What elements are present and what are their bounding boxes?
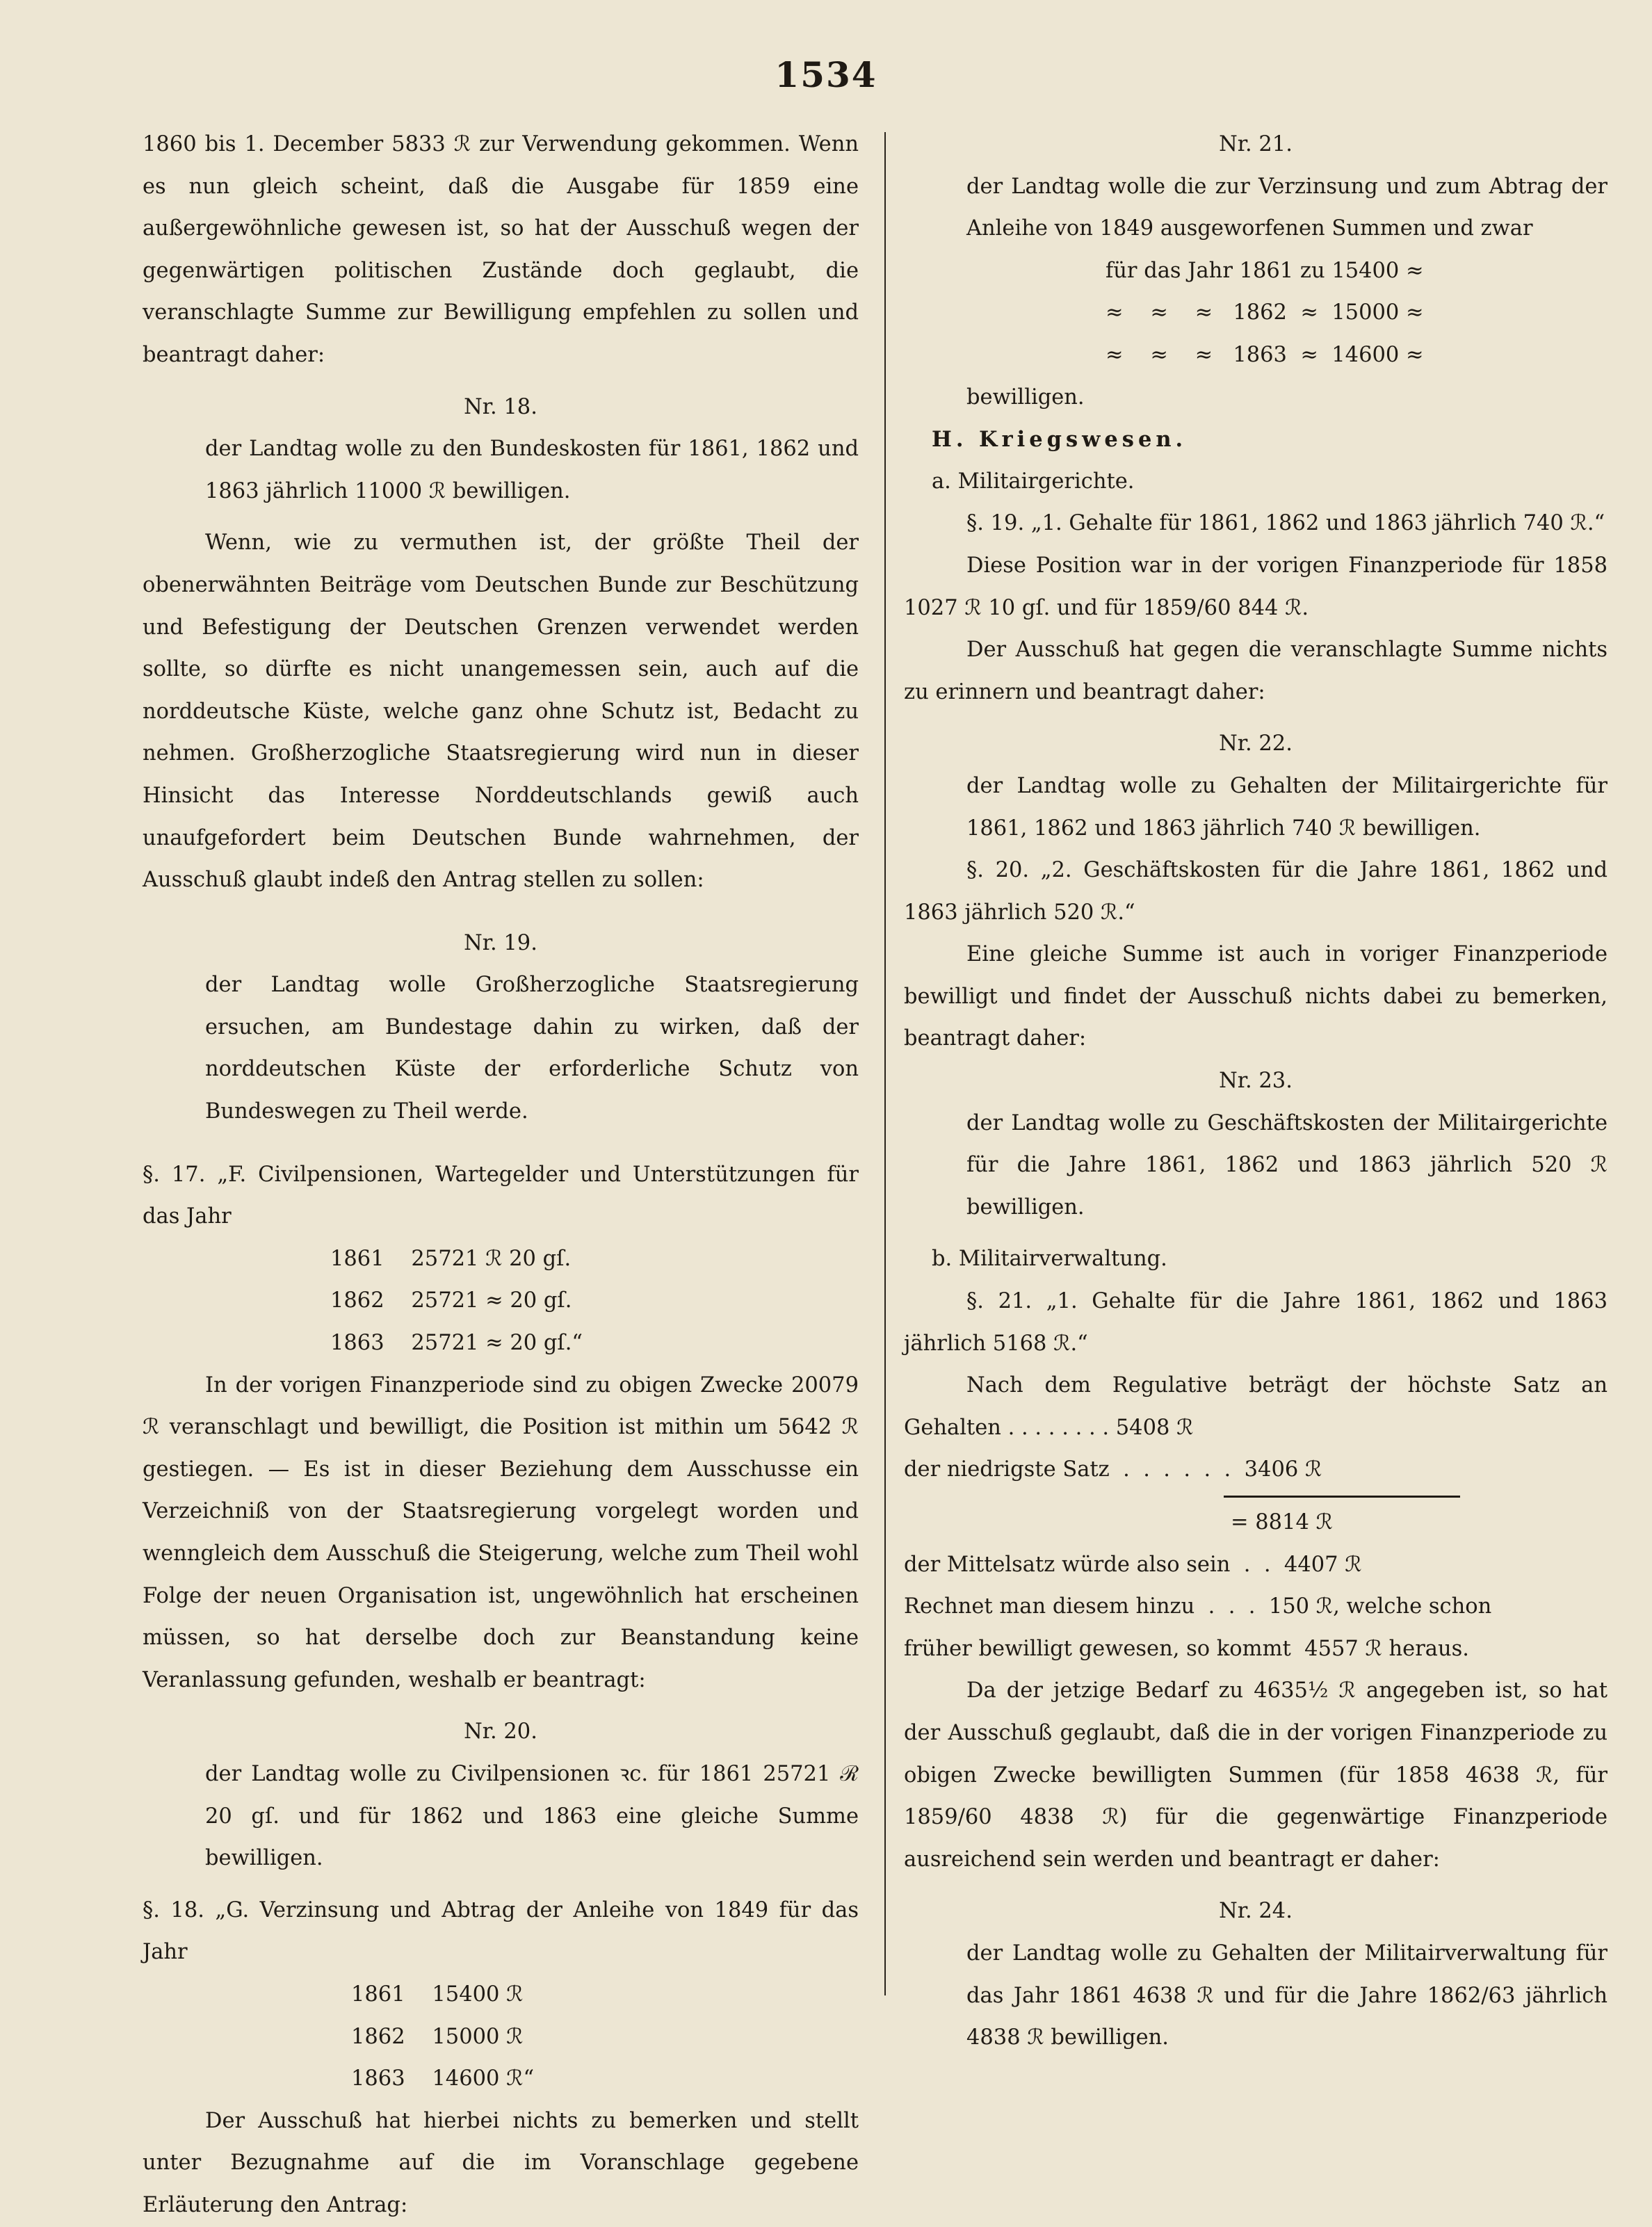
section-paragraph: §. 20. „2. Geschäftskosten für die Jahre 1861, 1862 und 1863 jährlich 520 ℛ.“ [904, 858, 1608, 925]
paragraph: Der Ausschuß hat hierbei nichts zu bemerken und stellt unter Bezugnahme auf die im Voranschlage gegebene Erläuterung den Antrag: [143, 2108, 859, 2217]
calc-row: früher bewilligt gewesen, so kommt 4557 ℛ heraus. [904, 1636, 1469, 1661]
table-row: 1861 15400 ℛ [351, 1982, 524, 2007]
section-paragraph: §. 19. „1. Gehalte für 1861, 1862 und 1863 jährlich 740 ℛ.“ [966, 511, 1605, 536]
calc-row: der Mittelsatz würde also sein . . 4407 ℛ [904, 1552, 1362, 1577]
table-row: 1862 25721 ≈ 20 gſ. [330, 1288, 572, 1313]
calc-row: der niedrigste Satz . . . . . . 3406 ℛ [904, 1457, 1322, 1482]
motion-text: der Landtag wolle zu Civilpensionen ꝛc. für 1861 25721 ℛ 20 gſ. und für 1862 und 1863 eine gleiche Summe bewilligen. [205, 1761, 859, 1871]
motion-text: der Landtag wolle Großherzogliche Staatsregierung ersuchen, am Bundestage dahin zu wirken, daß der norddeutschen Küste der erforderliche Schutz von Bundeswegen zu Theil werde. [205, 973, 859, 1124]
paragraph: 1860 bis 1. December 5833 ℛ zur Verwendung gekommen. Wenn es nun gleich scheint, daß die Ausgabe für 1859 eine außergewöhnliche gewesen ist, so hat der Ausschuß wegen der gegenwärtigen politischen Zustände doch geglaubt, die veranschlagte Summe zur Bewilligung empfehlen zu sollen und beantragt daher: [143, 132, 859, 367]
section-paragraph: §. 17. „F. Civilpensionen, Wartegelder und Unterstützungen für das Jahr [143, 1162, 859, 1229]
motion-number: Nr. 24. [1219, 1899, 1293, 1924]
motion-number: Nr. 18. [464, 394, 537, 419]
calc-row: = 8814 ℛ [1231, 1510, 1333, 1534]
motion-text: der Landtag wolle die zur Verzinsung und zum Abtrag der Anleihe von 1849 ausgeworfenen Summen und zwar [966, 174, 1608, 241]
motion-number: Nr. 20. [464, 1719, 537, 1744]
sum-rule [1224, 1496, 1460, 1498]
table-row: 1863 25721 ≈ 20 gſ.“ [330, 1331, 583, 1356]
column-divider [884, 132, 886, 1995]
paragraph: Nach dem Regulative beträgt der höchste Satz an Gehalten . . . . . . . . 5408 ℛ [904, 1373, 1608, 1440]
page-number: 1534 [775, 54, 877, 95]
left-column [143, 124, 859, 2227]
right-column [904, 124, 1608, 2059]
motion-text: der Landtag wolle zu Geschäftskosten der Militairgerichte für die Jahre 1861, 1862 und 1863 jährlich 520 ℛ bewilligen. [966, 1110, 1608, 1220]
paragraph: Da der jetzige Bedarf zu 4635½ ℛ angegeben ist, so hat der Ausschuß geglaubt, daß die in der vorigen Finanzperiode zu obigen Zwecke bewilligten Summen (für 1858 4638 ℛ, für 1859/60 4838 ℛ) für die gegenwärtige Finanzperiode ausreichend sein werden und beantragt er daher: [904, 1678, 1608, 1872]
motion-text: bewilligen. [966, 384, 1085, 410]
motion-text: der Landtag wolle zu Gehalten der Militairgerichte für 1861, 1862 und 1863 jährlich 740 ℛ bewilligen. [966, 773, 1608, 841]
table-row: ≈ ≈ ≈ 1862 ≈ 15000 ≈ [1106, 300, 1424, 325]
table-row: für das Jahr 1861 zu 15400 ≈ [1106, 258, 1424, 283]
section-heading: H. Kriegswesen. [932, 427, 1188, 453]
subsection-heading: a. Militairgerichte. [932, 469, 1135, 494]
paragraph: Der Ausschuß hat gegen die veranschlagte Summe nichts zu erinnern und beantragt daher: [904, 638, 1608, 704]
section-paragraph: §. 21. „1. Gehalte für die Jahre 1861, 1862 und 1863 jährlich 5168 ℛ.“ [904, 1289, 1608, 1356]
motion-text: der Landtag wolle zu Gehalten der Militairverwaltung für das Jahr 1861 4638 ℛ und für die Jahre 1862/63 jährlich 4838 ℛ bewilligen. [966, 1941, 1608, 2050]
table-row: 1861 25721 ℛ 20 gſ. [330, 1246, 572, 1271]
paragraph: Diese Position war in der vorigen Finanzperiode für 1858 1027 ℛ 10 gſ. und für 1859/60 844 ℛ. [904, 553, 1608, 620]
motion-number: Nr. 23. [1219, 1069, 1293, 1094]
paragraph: In der vorigen Finanzperiode sind zu obigen Zwecke 20079 ℛ veranschlagt und bewilligt, die Position ist mithin um 5642 ℛ gestiegen. — Es ist in dieser Beziehung dem Ausschusse ein Verzeichniß von der Staatsregierung vorgelegt worden und wenngleich dem Ausschuß die Steigerung, welche zum Theil wohl Folge der neuen Organisation ist, ungewöhnlich hat erscheinen müssen, so hat derselbe doch zur Beanstandung keine Veranlassung gefunden, weshalb er beantragt: [143, 1372, 859, 1692]
motion-number: Nr. 22. [1219, 731, 1293, 756]
motion-number: Nr. 21. [1219, 132, 1293, 156]
table-row: ≈ ≈ ≈ 1863 ≈ 14600 ≈ [1106, 342, 1424, 367]
calc-row: Rechnet man diesem hinzu . . . 150 ℛ, welche schon [904, 1594, 1492, 1619]
motion-number: Nr. 19. [464, 930, 537, 955]
paragraph: Eine gleiche Summe ist auch in voriger Finanzperiode bewilligt und findet der Ausschuß nichts dabei zu bemerken, beantragt daher: [904, 942, 1608, 1051]
paragraph: Wenn, wie zu vermuthen ist, der größte Theil der obenerwähnten Beiträge vom Deutschen Bunde zur Beschützung und Befestigung der Deutschen Grenzen verwendet werden sollte, so dürfte es nicht unangemessen sein, auch auf die norddeutsche Küste, welche ganz ohne Schutz ist, Bedacht zu nehmen. Großherzogliche Staatsregierung wird nun in dieser Hinsicht das Interesse Norddeutschlands gewiß auch unaufgefordert beim Deutschen Bunde wahrnehmen, der Ausschuß glaubt indeß den Antrag stellen zu sollen: [143, 531, 859, 893]
section-paragraph: §. 18. „G. Verzinsung und Abtrag der Anleihe von 1849 für das Jahr [143, 1897, 859, 1965]
subsection-heading: b. Militairverwaltung. [932, 1247, 1167, 1272]
motion-text: der Landtag wolle zu den Bundeskosten für 1861, 1862 und 1863 jährlich 11000 ℛ bewilligen. [205, 437, 859, 503]
table-row: 1863 14600 ℛ“ [351, 2066, 535, 2091]
table-row: 1862 15000 ℛ [351, 2024, 524, 2049]
